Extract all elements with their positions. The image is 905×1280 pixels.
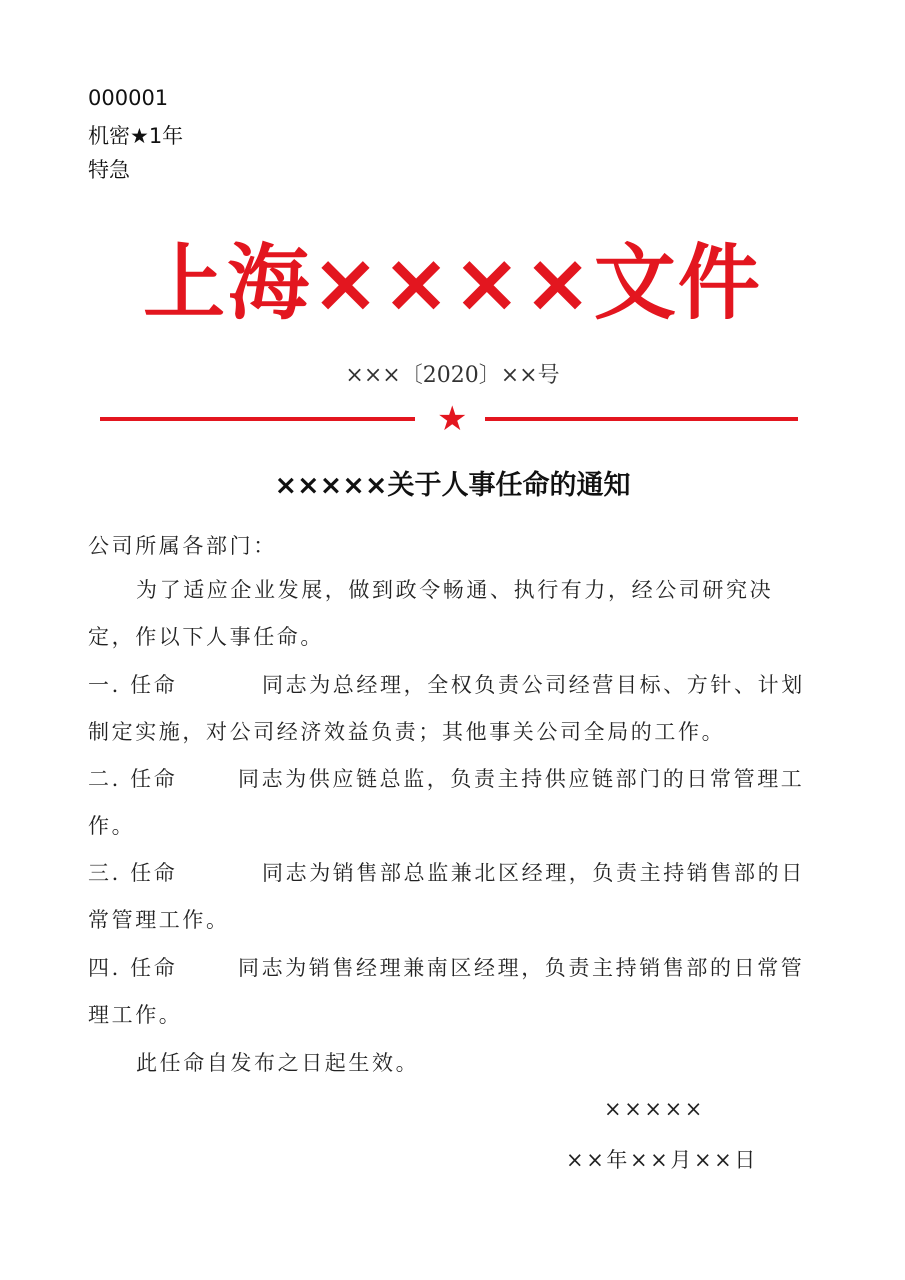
issue-date: ××年××月××日	[566, 1148, 758, 1172]
document-number: ×××〔2020〕××号	[345, 363, 560, 388]
red-rule-left	[100, 417, 415, 421]
item-text: 同志为销售经理兼南区经理，负责主持销售部的日常管	[238, 956, 805, 980]
urgency-level: 特急	[88, 158, 130, 182]
item-continuation: 常管理工作。	[88, 908, 230, 932]
red-rule-right	[485, 417, 798, 421]
secrecy-level: 机密★1年	[88, 124, 184, 148]
item-prefix: 三. 任命	[88, 861, 178, 885]
item-prefix: 一. 任命	[88, 673, 178, 697]
item-continuation: 作。	[88, 814, 136, 838]
intro-line: 定，作以下人事任命。	[88, 625, 324, 649]
star-icon: ★	[437, 399, 468, 439]
salutation: 公司所属各部门：	[88, 534, 277, 558]
item-continuation: 理工作。	[88, 1003, 183, 1027]
item-prefix: 四. 任命	[88, 956, 178, 980]
issuer-red-header: 上海××××文件	[143, 236, 762, 331]
notice-title: ×××××关于人事任命的通知	[274, 470, 631, 501]
item-text: 同志为总经理，全权负责公司经营目标、方针、计划	[262, 673, 805, 697]
closing-statement: 此任命自发布之日起生效。	[136, 1051, 420, 1075]
item-continuation: 制定实施，对公司经济效益负责；其他事关公司全局的工作。	[88, 720, 726, 744]
intro-line: 为了适应企业发展，做到政令畅通、执行有力，经公司研究决	[136, 578, 774, 602]
item-prefix: 二. 任命	[88, 767, 178, 791]
item-text: 同志为销售部总监兼北区经理，负责主持销售部的日	[262, 861, 805, 885]
signature: ×××××	[604, 1097, 705, 1121]
serial-number: 000001	[88, 86, 169, 110]
item-text: 同志为供应链总监，负责主持供应链部门的日常管理工	[238, 767, 805, 791]
